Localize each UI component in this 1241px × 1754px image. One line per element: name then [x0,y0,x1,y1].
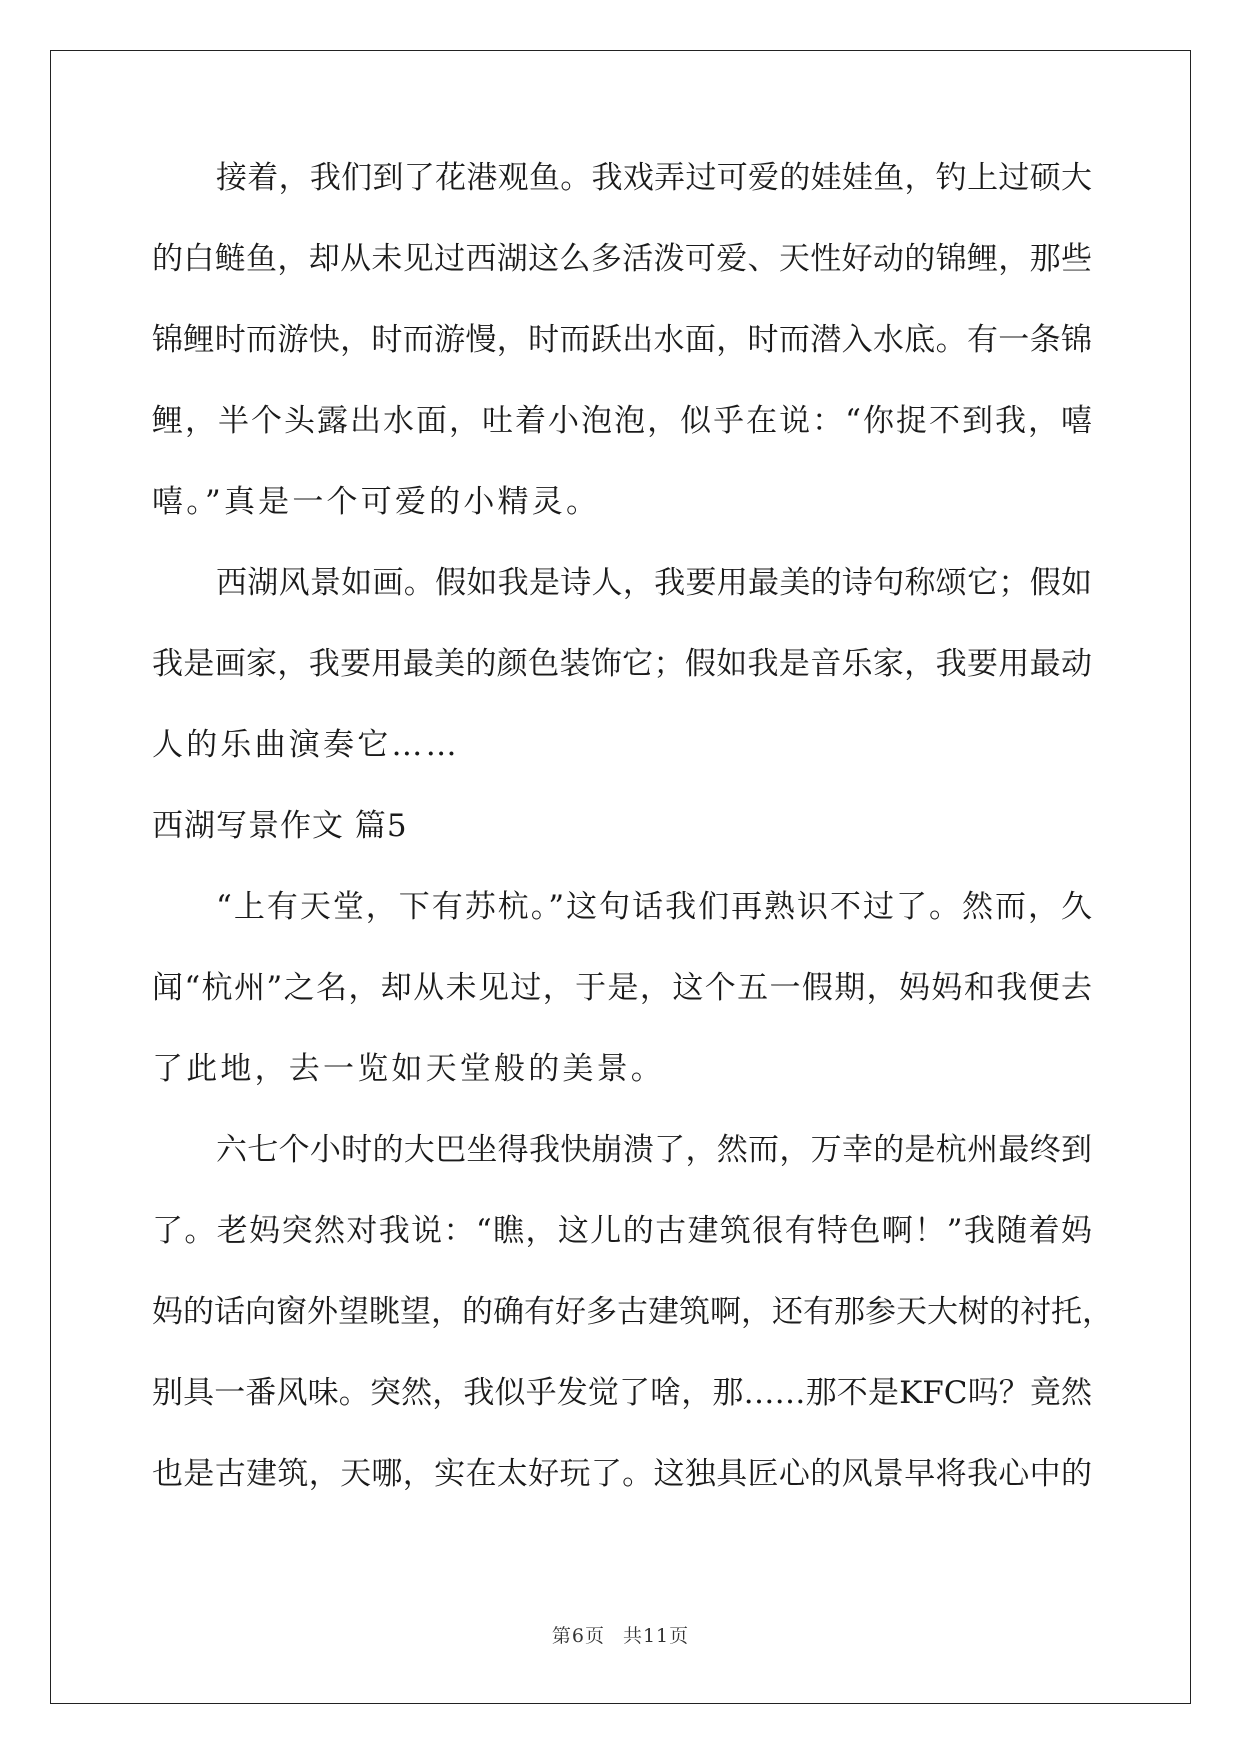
text-line: 人的乐曲演奏它…… [152,727,460,763]
text-line: 妈的话向窗外望眺望，的确有好多古建筑啊，还有那参天大树的衬托， [152,1294,1113,1330]
text-line: 的白鲢鱼，却从未见过西湖这么多活泼可爱、天性好动的锦鲤，那些 [152,241,1092,277]
section-heading: 西湖写景作文 篇5 [152,808,408,844]
text-line: 闻“杭州”之名，却从未见过，于是，这个五一假期，妈妈和我便去 [152,970,1092,1006]
text-line: 鲤，半个头露出水面，吐着小泡泡，似乎在说：“你捉不到我，嘻 [152,403,1092,439]
text-line: 锦鲤时而游快，时而游慢，时而跃出水面，时而潜入水底。有一条锦 [152,322,1092,358]
page-footer [0,1621,1241,1648]
page-number-current: 第6页 [551,1625,605,1647]
document-body [152,160,1113,1537]
text-line: 西湖风景如画。假如我是诗人，我要用最美的诗句称颂它；假如 [216,565,1092,601]
text-line: 我是画家，我要用最美的颜色装饰它；假如我是音乐家，我要用最动 [152,646,1092,682]
text-line: 六七个小时的大巴坐得我快崩溃了，然而，万幸的是杭州最终到 [216,1132,1092,1168]
text-line: 接着，我们到了花港观鱼。我戏弄过可爱的娃娃鱼，钓上过硕大 [216,160,1092,196]
text-line: 别具一番风味。突然，我似乎发觉了啥，那……那不是KFC吗？竟然 [152,1375,1092,1411]
text-line: 嘻。”真是一个可爱的小精灵。 [152,484,601,520]
text-line: 也是古建筑，天哪，实在太好玩了。这独具匠心的风景早将我心中的 [152,1456,1092,1492]
text-line: “上有天堂，下有苏杭。”这句话我们再熟识不过了。然而，久 [216,889,1092,925]
page-number-total: 共11页 [622,1625,690,1647]
text-line: 了。老妈突然对我说：“瞧，这儿的古建筑很有特色啊！”我随着妈 [152,1213,1092,1249]
text-line: 了此地，去一览如天堂般的美景。 [152,1051,665,1087]
